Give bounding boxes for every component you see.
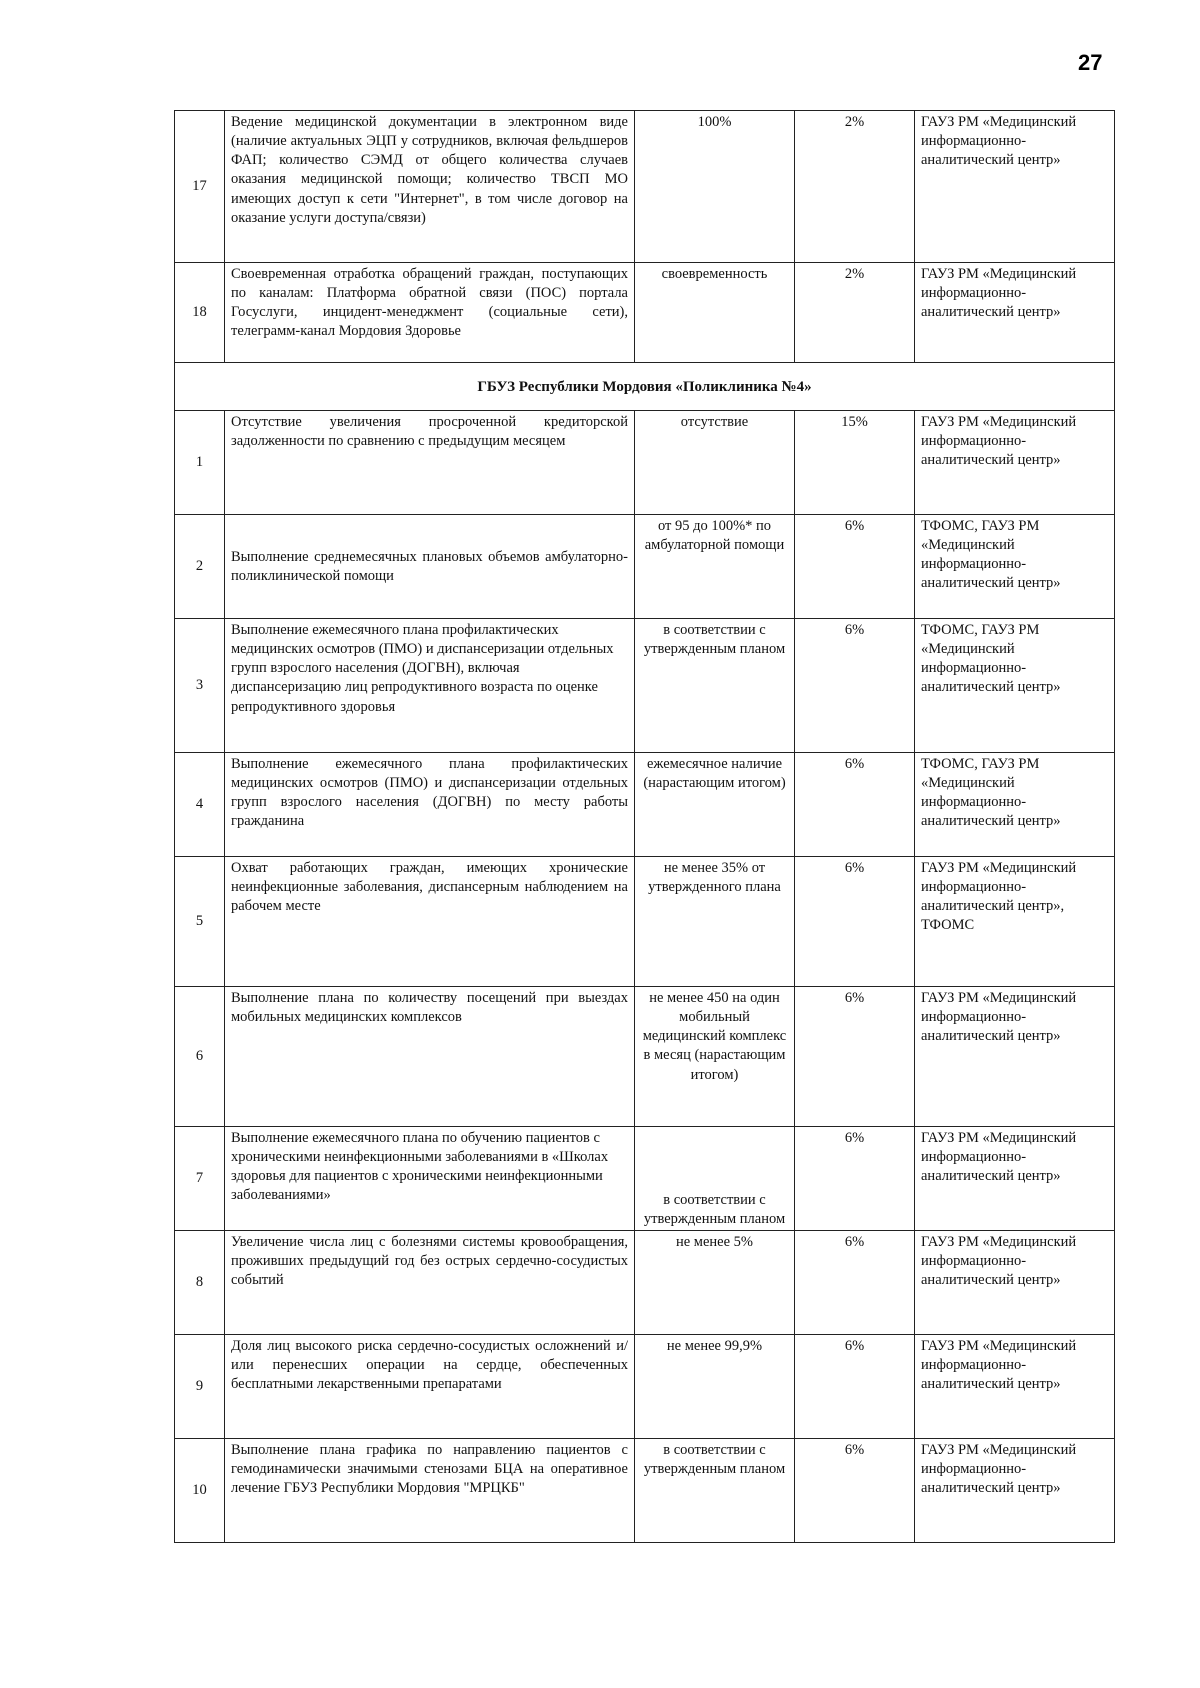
indicator-weight: 6% — [795, 1127, 915, 1231]
row-number: 4 — [175, 753, 225, 857]
indicator-description: Выполнение ежемесячного плана по обучению пациентов с хроническими неинфекционными заболеваниями в «Школах здоровья для пациентов с хроническими неинфекционными заболеваниями» — [225, 1127, 635, 1231]
table-row — [175, 1127, 1115, 1231]
indicator-criterion: в соответствии с утвержденным планом — [635, 1127, 795, 1231]
row-number: 5 — [175, 857, 225, 987]
table-row — [175, 857, 1115, 987]
indicator-weight: 6% — [795, 857, 915, 987]
responsible-organization: ГАУЗ РМ «Медицинский информационно-аналитический центр», ТФОМС — [915, 857, 1115, 987]
table-row — [175, 111, 1115, 263]
row-number: 17 — [175, 111, 225, 263]
table-row — [175, 753, 1115, 857]
indicator-weight: 6% — [795, 1439, 915, 1543]
indicator-description: Увеличение числа лиц с болезнями системы кровообращения, проживших предыдущий год без острых сердечно-сосудистых событий — [225, 1231, 635, 1335]
responsible-organization: ГАУЗ РМ «Медицинский информационно-аналитический центр» — [915, 1127, 1115, 1231]
indicators-table — [174, 110, 1115, 1543]
indicator-criterion: отсутствие — [635, 411, 795, 515]
table-row — [175, 1439, 1115, 1543]
row-number: 18 — [175, 263, 225, 363]
responsible-organization: ГАУЗ РМ «Медицинский информационно-аналитический центр» — [915, 263, 1115, 363]
row-number: 9 — [175, 1335, 225, 1439]
table-row — [175, 1335, 1115, 1439]
responsible-organization: ТФОМС, ГАУЗ РМ «Медицинский информационно-аналитический центр» — [915, 515, 1115, 619]
responsible-organization: ТФОМС, ГАУЗ РМ «Медицинский информационно-аналитический центр» — [915, 619, 1115, 753]
responsible-organization: ГАУЗ РМ «Медицинский информационно-аналитический центр» — [915, 1335, 1115, 1439]
table-row — [175, 411, 1115, 515]
indicator-criterion: не менее 35% от утвержденного плана — [635, 857, 795, 987]
indicator-criterion: от 95 до 100%* по амбулаторной помощи — [635, 515, 795, 619]
indicator-description: Выполнение плана графика по направлению пациентов с гемодинамически значимыми стенозами БЦА на оперативное лечение ГБУЗ Республики Мордовия "МРЦКБ" — [225, 1439, 635, 1543]
indicator-description: Ведение медицинской документации в электронном виде (наличие актуальных ЭЦП у сотрудников, включая фельдшеров ФАП; количество СЭМД от общего количества случаев оказания медицинской помощи; количество ТВСП МО имеющих доступ к сети "Интернет", в том числе договор на оказание услуги доступа/связи) — [225, 111, 635, 263]
indicator-criterion: своевременность — [635, 263, 795, 363]
table-row — [175, 263, 1115, 363]
indicator-description: Своевременная отработка обращений граждан, поступающих по каналам: Платформа обратной связи (ПОС) портала Госуслуги, инцидент-менеджмент (социальные сети), телеграмм-канал Мордовия Здоровье — [225, 263, 635, 363]
row-number: 7 — [175, 1127, 225, 1231]
indicator-criterion: 100% — [635, 111, 795, 263]
indicator-weight: 2% — [795, 263, 915, 363]
section-row — [175, 363, 1115, 411]
indicator-description: Охват работающих граждан, имеющих хронические неинфекционные заболевания, диспансерным наблюдением на рабочем месте — [225, 857, 635, 987]
page-number: 27 — [1078, 50, 1103, 75]
indicator-description: Выполнение плана по количеству посещений при выездах мобильных медицинских комплексов — [225, 987, 635, 1127]
indicator-weight: 6% — [795, 1231, 915, 1335]
row-number: 6 — [175, 987, 225, 1127]
table-row — [175, 515, 1115, 619]
table-row — [175, 619, 1115, 753]
responsible-organization: ГАУЗ РМ «Медицинский информационно-аналитический центр» — [915, 1231, 1115, 1335]
responsible-organization: ГАУЗ РМ «Медицинский информационно-аналитический центр» — [915, 987, 1115, 1127]
indicator-criterion: не менее 450 на один мобильный медицинский комплекс в месяц (нарастающим итогом) — [635, 987, 795, 1127]
row-number: 10 — [175, 1439, 225, 1543]
responsible-organization: ГАУЗ РМ «Медицинский информационно-аналитический центр» — [915, 111, 1115, 263]
indicator-description: Выполнение ежемесячного плана профилактических медицинских осмотров (ПМО) и диспансеризации отдельных групп взрослого населения (ДОГВН) по месту работы гражданина — [225, 753, 635, 857]
indicator-criterion: не менее 99,9% — [635, 1335, 795, 1439]
indicator-weight: 15% — [795, 411, 915, 515]
table-row — [175, 1231, 1115, 1335]
indicator-weight: 6% — [795, 1335, 915, 1439]
indicator-criterion: в соответствии с утвержденным планом — [635, 1439, 795, 1543]
indicator-description: Выполнение ежемесячного плана профилактических медицинских осмотров (ПМО) и диспансеризации отдельных групп взрослого населения (ДОГВН), включая диспансеризацию лиц репродуктивного возраста по оценке репродуктивного здоровья — [225, 619, 635, 753]
row-number: 2 — [175, 515, 225, 619]
row-number: 8 — [175, 1231, 225, 1335]
indicator-criterion: ежемесячное наличие (нарастающим итогом) — [635, 753, 795, 857]
table-row — [175, 987, 1115, 1127]
responsible-organization: ГАУЗ РМ «Медицинский информационно-аналитический центр» — [915, 1439, 1115, 1543]
indicator-weight: 6% — [795, 515, 915, 619]
section-title: ГБУЗ Республики Мордовия «Поликлиника №4» — [175, 363, 1115, 411]
responsible-organization: ТФОМС, ГАУЗ РМ «Медицинский информационно-аналитический центр» — [915, 753, 1115, 857]
indicator-criterion: в соответствии с утвержденным планом — [635, 619, 795, 753]
indicator-weight: 2% — [795, 111, 915, 263]
indicator-weight: 6% — [795, 987, 915, 1127]
row-number: 1 — [175, 411, 225, 515]
indicator-weight: 6% — [795, 619, 915, 753]
indicator-description: Доля лиц высокого риска сердечно-сосудистых осложнений и/или перенесших операции на сердце, обеспеченных бесплатными лекарственными препаратами — [225, 1335, 635, 1439]
indicator-criterion: не менее 5% — [635, 1231, 795, 1335]
indicator-description: Выполнение среднемесячных плановых объемов амбулаторно-поликлинической помощи — [225, 515, 635, 619]
indicator-weight: 6% — [795, 753, 915, 857]
indicator-description: Отсутствие увеличения просроченной кредиторской задолженности по сравнению с предыдущим месяцем — [225, 411, 635, 515]
row-number: 3 — [175, 619, 225, 753]
responsible-organization: ГАУЗ РМ «Медицинский информационно-аналитический центр» — [915, 411, 1115, 515]
